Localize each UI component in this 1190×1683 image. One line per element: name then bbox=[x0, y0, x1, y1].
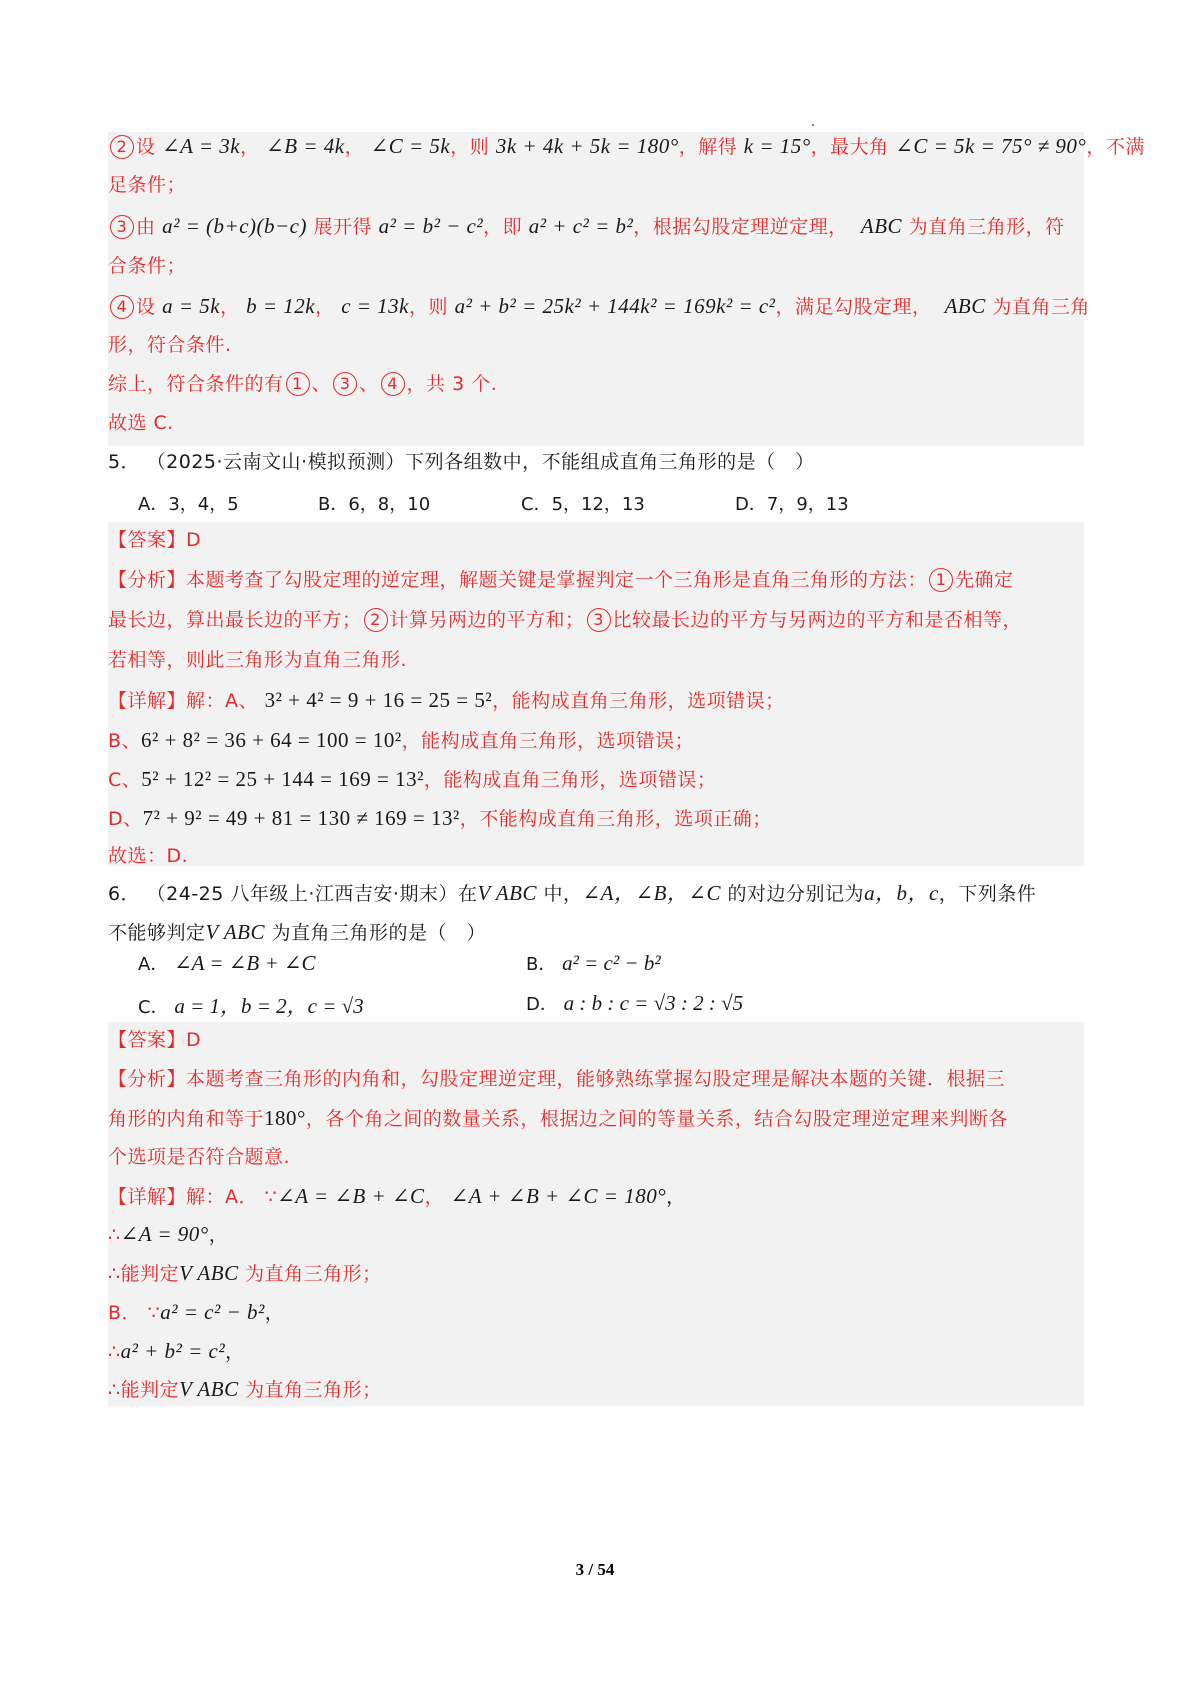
q6-analysis-end: 个选项是否符合题意. bbox=[108, 1146, 291, 1168]
q5-analysis-cont: 最长边，算出最长边的平方； 2 计算另两边的平方和； 3 比较最长边的平方与另两边的平方和是否相等， bbox=[108, 609, 1023, 631]
question-5-stem: 5． （2025·云南文山·模拟预测）下列各组数中，不能组成直角三角形的是（ ） bbox=[108, 451, 815, 473]
question-6-stem: 6． （24-25 八年级上·江西吉安·期末）在V ABC 中，∠A，∠B，∠C 的对边分别记为a，b，c，下列条件 bbox=[108, 881, 1037, 905]
q6-detail-a: 【详解】解：A． ∵∠A = ∠B + ∠C， ∠A + ∠B + ∠C = 180°， bbox=[108, 1184, 686, 1208]
q5-option-b: B．6，8，10 bbox=[318, 494, 431, 515]
circled-number: 2 bbox=[110, 135, 134, 159]
q6-option-a: A． ∠A = ∠B + ∠C bbox=[138, 951, 316, 975]
q6-option-b: B． a² = c² − b² bbox=[526, 951, 661, 975]
q5-answer: 【答案】D bbox=[108, 529, 202, 551]
question-6-stem-cont: 不能够判定V ABC 为直角三角形的是（ ） bbox=[108, 920, 487, 944]
solution-choice: 故选 C. bbox=[108, 412, 174, 434]
q5-analysis: 【分析】本题考查了勾股定理的逆定理，解题关键是掌握判定一个三角形是直角三角形的方法： 1 先确定 bbox=[108, 569, 1014, 591]
solution-item-3: 3 由 a² = (b+c)(b−c) 展开得 a² = b² − c²，即 a² + c² = b²，根据勾股定理逆定理， ABC 为直角三角形，符 bbox=[108, 206, 1065, 246]
solution-item-2: 2 设 ∠A = 3k， ∠B = 4k， ∠C = 5k，则 3k + 4k + 5k = 180°，解得 k = 15°，最大角 ∠C = 5k = 75° ≠ 90°，不满 bbox=[108, 126, 1145, 166]
circled-number: 4 bbox=[110, 295, 134, 319]
solution-summary: 综上，符合条件的有 1 、 3 、 4 ，共 3 个. bbox=[108, 373, 498, 395]
q6-answer: 【答案】D bbox=[108, 1029, 202, 1051]
question-source: （24-25 八年级上·江西吉安·期末） bbox=[146, 883, 458, 905]
page-number: 3 / 54 bbox=[575, 1560, 615, 1579]
q5-option-c: C．5，12，13 bbox=[521, 494, 645, 515]
solution-item-4: 4 设 a = 5k， b = 12k， c = 13k，则 a² + b² = 25k² + 144k² = 169k² = c²，满足勾股定理， ABC 为直角三角 bbox=[108, 286, 1090, 326]
q5-detail-a: 【详解】解：A、 3² + 4² = 9 + 16 = 25 = 5²，能构成直角三角形，选项错误； bbox=[108, 688, 785, 712]
question-source: （2025·云南文山·模拟预测） bbox=[146, 451, 406, 473]
q6-detail-b-step: ∴a² + b² = c²， bbox=[108, 1339, 245, 1363]
q5-analysis-end: 若相等，则此三角形为直角三角形. bbox=[108, 649, 408, 671]
q5-choice: 故选：D. bbox=[108, 845, 189, 867]
q5-option-a: A．3，4，5 bbox=[138, 494, 239, 515]
solution-item-3-cont: 合条件； bbox=[108, 255, 187, 277]
q6-analysis-cont: 角形的内角和等于180°，各个角之间的数量关系，根据边之间的等量关系，结合勾股定理逆定理来判断各 bbox=[108, 1106, 1008, 1130]
q5-option-d: D．7，9，13 bbox=[735, 494, 849, 515]
q5-detail-d: D、7² + 9² = 49 + 81 = 130 ≠ 169 = 13²，不能构成直角三角形，选项正确； bbox=[108, 806, 772, 830]
q6-detail-a-concl: ∴能判定V ABC 为直角三角形； bbox=[108, 1261, 382, 1285]
q6-detail-b-concl: ∴能判定V ABC 为直角三角形； bbox=[108, 1377, 382, 1401]
q6-detail-b: B． ∵a² = c² − b²， bbox=[108, 1300, 285, 1324]
circled-number: 3 bbox=[110, 215, 134, 239]
solution-item-2-cont: 足条件； bbox=[108, 174, 187, 196]
q6-option-d: D． a : b : c = √3 : 2 : √5 bbox=[526, 991, 744, 1015]
q5-detail-c: C、5² + 12² = 25 + 144 = 169 = 13²，能构成直角三角形，选项错误； bbox=[108, 767, 717, 791]
solution-item-4-cont: 形，符合条件. bbox=[108, 334, 232, 356]
q6-option-c: C． a = 1，b = 2，c = √3 bbox=[138, 994, 364, 1018]
q5-detail-b: B、6² + 8² = 36 + 64 = 100 = 10²，能构成直角三角形，选项错误； bbox=[108, 728, 695, 752]
q6-analysis: 【分析】本题考查三角形的内角和，勾股定理逆定理，能够熟练掌握勾股定理是解决本题的关键．根据三 bbox=[108, 1068, 1006, 1090]
q6-detail-a-step: ∴∠A = 90°， bbox=[108, 1222, 229, 1246]
